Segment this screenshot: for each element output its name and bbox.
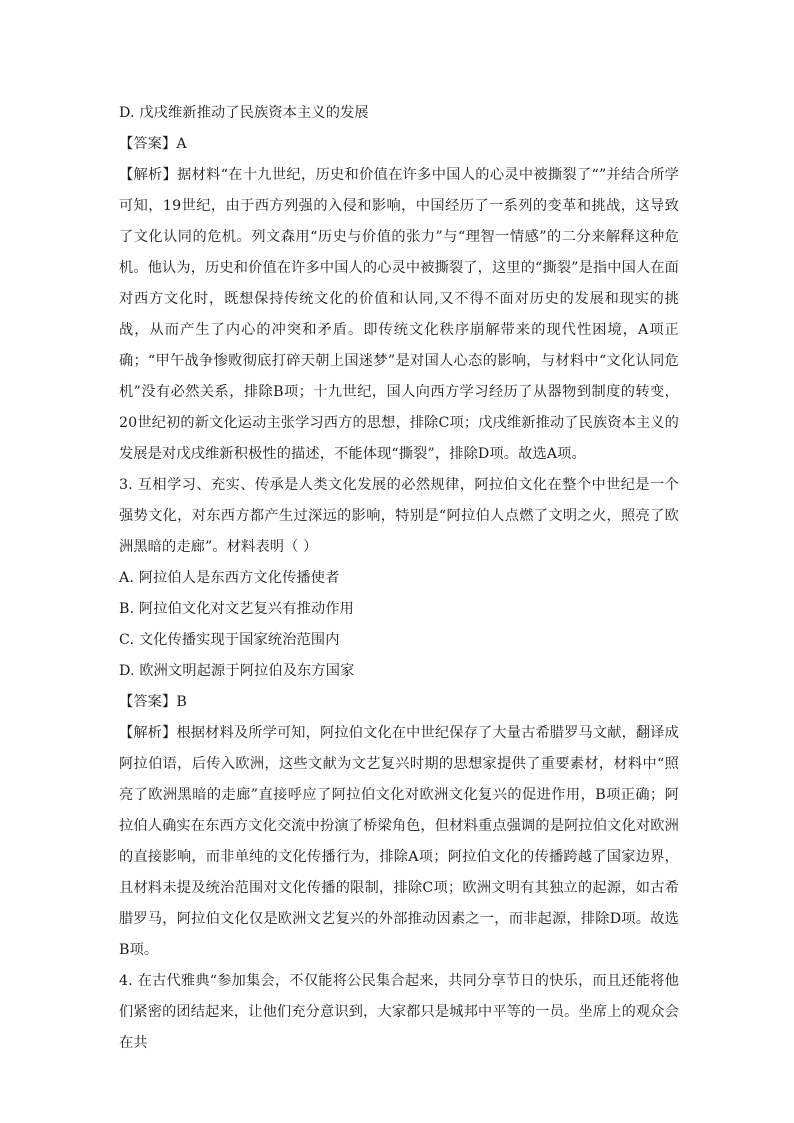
q3-option-a: A. 阿拉伯人是东西方文化传播使者 <box>119 570 340 586</box>
page-content <box>119 98 679 1059</box>
analysis-tag: 【解析】 <box>119 167 178 183</box>
q3-answer <box>119 687 679 718</box>
q2-answer <box>119 129 679 160</box>
q3-option-b: B. 阿拉伯文化对文艺复兴有推动作用 <box>119 601 354 617</box>
answer-tag: 【答案】 <box>119 694 177 710</box>
q3-option-d: D. 欧洲文明起源于阿拉伯及东方国家 <box>119 663 355 679</box>
answer-value: A <box>176 136 187 152</box>
analysis-tag: 【解析】 <box>119 725 177 741</box>
answer-value: B <box>176 694 187 710</box>
q2-option-d: D. 戊戌维新推动了民族资本主义的发展 <box>119 105 369 121</box>
q3-option-c: C. 文化传播实现于国家统治范围内 <box>119 632 340 648</box>
q4-stem: 4. 在古代雅典“参加集会，不仅能将公民集合起来，共同分享节日的快乐，而且还能将他们紧密的团结起来，让他们充分意识到，大家都只是城邦中平等的一员。坐席上的观众会在共 <box>119 973 679 1051</box>
answer-tag: 【答案】 <box>119 136 177 152</box>
q3-analysis <box>119 718 679 966</box>
analysis-text: 据材料“在十九世纪，历史和价值在许多中国人的心灵中被撕裂了“”并结合所学可知，19世纪，由于西方列强的入侵和影响，中国经历了一系列的变革和挑战，这导致了文化认同的危机。列文森用“历史与价值的张力”与“理智一情感”的二分来解释这种危机。他认为，历史和价值在许多中国人的心灵中被撕裂了，这里的“撕裂”是指中国人在面对西方文化时，既想保持传统文化的价值和认同,又不得不面对历史的发展和现实的挑战，从而产生了内心的冲突和矛盾。即传统文化秩序崩解带来的现代性困境，A项正确；“甲午战争惨败彻底打碎天朝上国迷梦”是对国人心态的影响，与材料中“文化认同危机”没有必然关系，排除B项；十九世纪，国人向西方学习经历了从器物到制度的转变，20世纪初的新文化运动主张学习西方的思想，排除C项；戊戌维新推动了民族资本主义的发展是对戊戌维新积极性的描述，不能体现“撕裂”，排除D项。故选A项。 <box>119 167 679 462</box>
q3-stem: 3. 互相学习、充实、传承是人类文化发展的必然规律，阿拉伯文化在整个中世纪是一个强势文化，对东西方都产生过深远的影响，特别是“阿拉伯人点燃了文明之火，照亮了欧洲黑暗的走廊”。材料表明（ ） <box>119 477 679 555</box>
q2-analysis <box>119 160 679 470</box>
analysis-text: 根据材料及所学可知，阿拉伯文化在中世纪保存了大量古希腊罗马文献，翻译成阿拉伯语，后传入欧洲，这些文献为文艺复兴时期的思想家提供了重要素材，材料中“照亮了欧洲黑暗的走廊”直接呼应了阿拉伯文化对欧洲文化复兴的促进作用，B项正确；阿拉伯人确实在东西方文化交流中扮演了桥梁角色，但材料重点强调的是阿拉伯文化对欧洲的直接影响，而非单纯的文化传播行为，排除A项；阿拉伯文化的传播跨越了国家边界，且材料未提及统治范围对文化传播的限制，排除C项；欧洲文明有其独立的起源，如古希腊罗马，阿拉伯文化仅是欧洲文艺复兴的外部推动因素之一，而非起源，排除D项。故选B项。 <box>119 725 679 958</box>
